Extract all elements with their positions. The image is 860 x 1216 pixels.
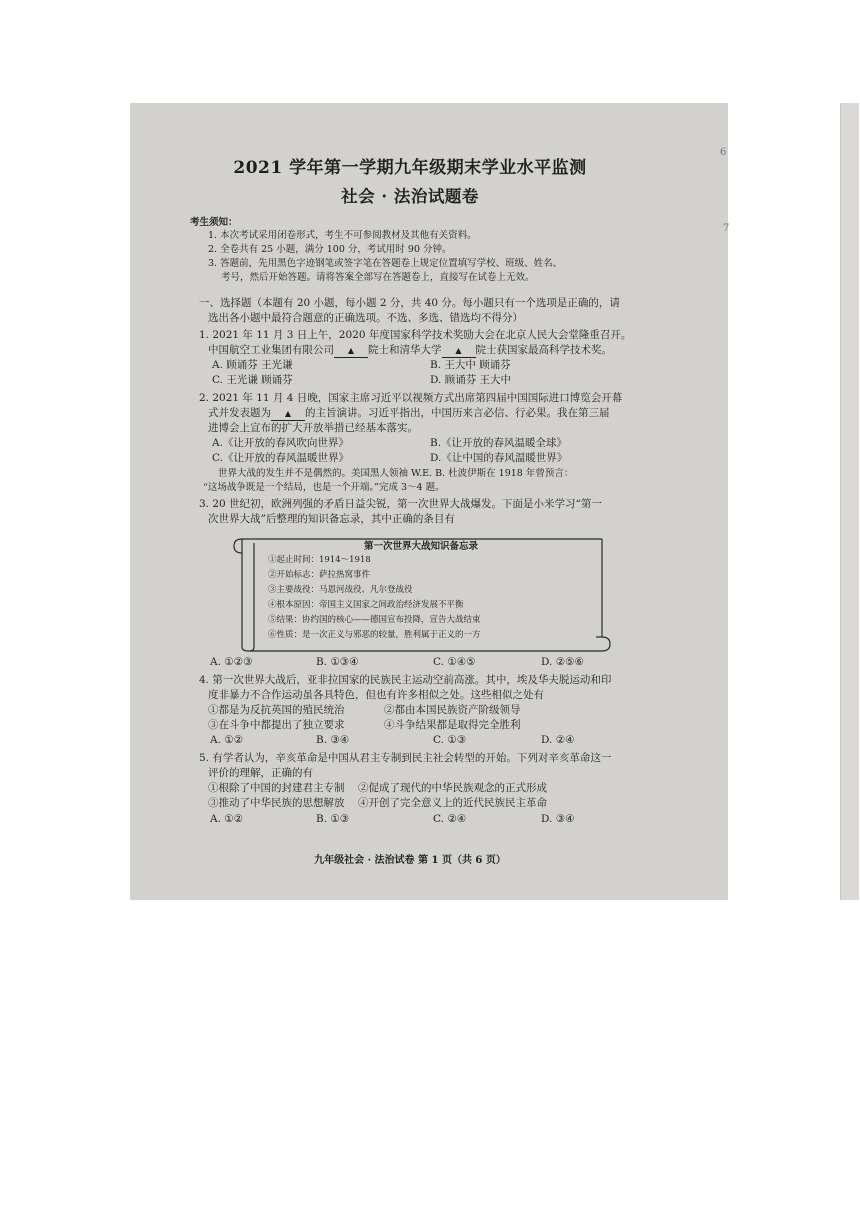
notice-item: 3. 答题前，先用黑色字迹钢笔或签字笔在答题卷上规定位置填写学校、班级、姓名、 — [208, 258, 563, 269]
option-c: C.《让开放的春风温暖世界》 — [212, 452, 349, 464]
statement: ①都是为反抗英国的殖民统治 — [208, 704, 345, 716]
option-d: D.《让中国的春风温暖世界》 — [430, 452, 568, 464]
option-d: D. ③④ — [541, 813, 575, 825]
option-b: B. 王大中 顾诵芬 — [430, 359, 511, 371]
memo-item: ③主要战役：马恩河战役、凡尔登战役 — [268, 585, 413, 595]
answer-blank: ▲ — [442, 344, 476, 358]
memo-scroll — [230, 531, 612, 653]
option-a: A. ①②③ — [210, 656, 253, 668]
question-3-stem: 3. 20 世纪初，欧洲列强的矛盾日益尖锐，第一次世界大战爆发。下面是小米学习“第一 — [199, 498, 602, 510]
question-2-stem: 式并发表题为 ▲ 的主旨演讲。习近平指出，中国历来言必信、行必果。我在第三届 — [208, 407, 610, 419]
question-4-stem: 4. 第一次世界大战后，亚非拉国家的民族民主运动空前高涨。其中，埃及华夫脱运动和印 — [199, 674, 612, 686]
option-c: C. ②④ — [433, 813, 467, 825]
reading-passage: “这场战争既是一个结局，也是一个开端。”完成 3～4 题。 — [203, 482, 445, 493]
question-2-stem: 进博会上宣布的扩大开放举措已经基本落实。 — [208, 422, 418, 434]
option-b: B. ①③④ — [316, 656, 359, 668]
statement: ①根除了中国的封建君主专制 — [208, 782, 345, 794]
option-b: B. ③④ — [316, 734, 350, 746]
option-c: C. ①③ — [433, 734, 467, 746]
adjacent-page-edge — [840, 103, 859, 900]
page-footer: 九年级社会 · 法治试卷 第 1 页（共 6 页） — [314, 855, 506, 866]
edge-mark: 6 — [720, 147, 727, 158]
question-1-stem: 中国航空工业集团有限公司 ▲ 院士和清华大学 ▲ 院士获国家最高科学技术奖。 — [208, 344, 612, 356]
statement: ④开创了完全意义上的近代民族民主革命 — [358, 797, 547, 809]
question-1-stem: 1. 2021 年 11 月 3 日上午，2020 年度国家科学技术奖励大会在北京人民大会堂隆重召开。 — [199, 329, 632, 341]
statement: ②都由本国民族资产阶级领导 — [384, 704, 521, 716]
option-d: D. 顾诵芬 王大中 — [430, 374, 512, 386]
statement: ③在斗争中都提出了独立要求 — [208, 719, 345, 731]
memo-item: ⑥性质：是一次正义与邪恶的较量，胜利属于正义的一方 — [268, 630, 481, 640]
exam-page-photo — [130, 103, 728, 900]
exam-subtitle: 社会 · 法治试题卷 — [341, 187, 479, 206]
answer-blank: ▲ — [334, 344, 368, 358]
statement: ②促成了现代的中华民族观念的正式形成 — [358, 782, 547, 794]
section-header: 选出各小题中最符合题意的正确选项。不选、多选、错选均不得分） — [208, 312, 523, 324]
option-a: A.《让开放的春风吹向世界》 — [212, 437, 349, 449]
memo-item: ②开始标志：萨拉热窝事件 — [268, 570, 371, 580]
answer-blank: ▲ — [271, 407, 305, 421]
option-a: A. ①② — [210, 734, 244, 746]
option-b: B.《让开放的春风温暖全球》 — [430, 437, 568, 449]
question-2-stem: 2. 2021 年 11 月 4 日晚，国家主席习近平以视频方式出席第四届中国国际进口博览会开幕 — [199, 392, 623, 404]
option-d: D. ②④ — [541, 734, 575, 746]
option-a: A. ①② — [210, 813, 244, 825]
notice-item: 考号，然后开始答题。请将答案全部写在答题卷上，直接写在试卷上无效。 — [221, 272, 535, 283]
question-3-stem: 次世界大战”后整理的知识备忘录，其中正确的条目有 — [208, 513, 455, 525]
question-5-stem: 评价的理解，正确的有 — [208, 767, 313, 779]
edge-mark: 7 — [723, 223, 730, 234]
reading-passage: 世界大战的发生并不是偶然的。美国黑人领袖 W.E. B. 杜波伊斯在 1918 年曾预言： — [218, 468, 574, 479]
question-5-stem: 5. 有学者认为，辛亥革命是中国从君主专制到民主社会转型的开始。下列对辛亥革命这一 — [199, 752, 612, 764]
statement: ③推动了中华民族的思想解放 — [208, 797, 345, 809]
memo-item: ①起止时间：1914～1918 — [268, 555, 371, 565]
question-4-stem: 度非暴力不合作运动虽各具特色，但也有许多相似之处。这些相似之处有 — [208, 689, 544, 701]
memo-item: ⑤结果：协约国的核心——德国宣布投降，宣告大战结束 — [268, 615, 481, 625]
option-c: C. ①④⑤ — [433, 656, 476, 668]
statement: ④斗争结果都是取得完全胜利 — [384, 719, 521, 731]
notice-item: 1. 本次考试采用闭卷形式，考生不可参阅教材及其他有关资料。 — [208, 230, 477, 241]
option-c: C. 王光谦 顾诵芬 — [212, 374, 293, 386]
memo-title: 第一次世界大战知识备忘录 — [363, 541, 478, 552]
memo-item: ④根本原因：帝国主义国家之间政治经济发展不平衡 — [268, 600, 464, 610]
option-b: B. ①③ — [316, 813, 350, 825]
option-a: A. 顾诵芬 王光谦 — [212, 359, 293, 371]
notice-header: 考生须知： — [190, 217, 238, 228]
section-header: 一、选择题（本题有 20 小题，每小题 2 分，共 40 分。每小题只有一个选项是正确的，请 — [199, 297, 620, 309]
option-d: D. ②⑤⑥ — [541, 656, 584, 668]
exam-title: 2021 学年第一学期九年级期末学业水平监测 — [233, 158, 587, 178]
notice-item: 2. 全卷共有 25 小题，满分 100 分，考试用时 90 分钟。 — [208, 244, 452, 255]
